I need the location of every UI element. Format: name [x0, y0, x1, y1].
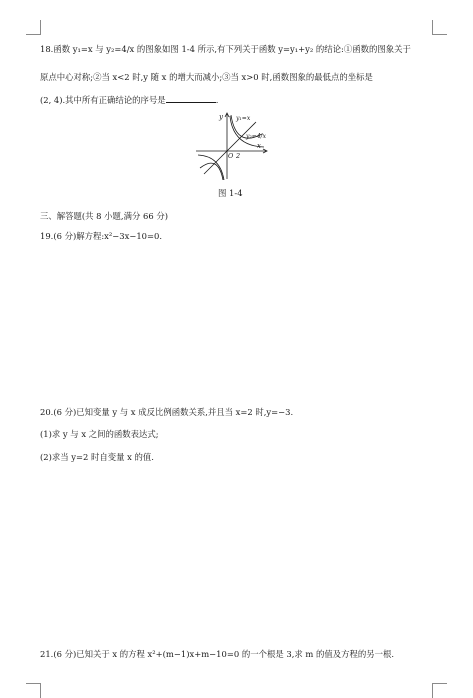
q18-line-3-end: . [215, 95, 219, 105]
function-graph-figure [194, 110, 270, 180]
origin-label: O [228, 152, 234, 160]
q18-line-3-text: (2, 4).其中所有正确结论的序号是 [40, 95, 166, 105]
q21-text: 21.(6 分)已知关于 x 的方程 x²+(m−1)x+m−10=0 的一个根是 3,求 m 的值及方程的另一根. [40, 649, 395, 659]
crop-mark-bottom-left [26, 683, 41, 698]
q20-part-1: (1)求 y 与 x 之间的函数表达式; [40, 429, 159, 439]
y2-label: y₂=4/x [246, 133, 267, 140]
q20-line-1: 20.(6 分)已知变量 y 与 x 成反比例函数关系,并且当 x=2 时,y=−3. [40, 407, 294, 417]
x-axis-label: x [257, 142, 261, 150]
crop-mark-bottom-right [432, 683, 447, 698]
y-axis-label: y [219, 113, 223, 121]
crop-mark-top-left [26, 20, 41, 35]
q20-part-2: (2)求当 y=2 时自变量 x 的值. [40, 452, 154, 462]
line-y1 [204, 122, 256, 174]
q19-text: 19.(6 分)解方程:x²−3x−10=0. [40, 231, 162, 241]
answer-blank [166, 94, 216, 103]
q18-line-3 [40, 94, 440, 106]
q18-line-2: 原点中心对称;②当 x<2 时,y 随 x 的增大而减小;③当 x>0 时,函数图象的最低点的坐标是 [40, 72, 373, 82]
sum-curve-left [200, 163, 223, 180]
y1-label: y₁=x [236, 115, 251, 122]
q18-line-1: 18.函数 y₁=x 与 y₂=4/x 的图象如图 1-4 所示,有下列关于函数 y=y₁+y₂ 的结论:①函数的图象关于 [40, 44, 411, 54]
figure-caption: 图 1-4 [218, 188, 243, 198]
section-3-heading: 三、解答题(共 8 小题,满分 66 分) [40, 211, 168, 221]
crop-mark-top-right [432, 20, 447, 35]
tick-two-label: 2 [236, 152, 241, 160]
